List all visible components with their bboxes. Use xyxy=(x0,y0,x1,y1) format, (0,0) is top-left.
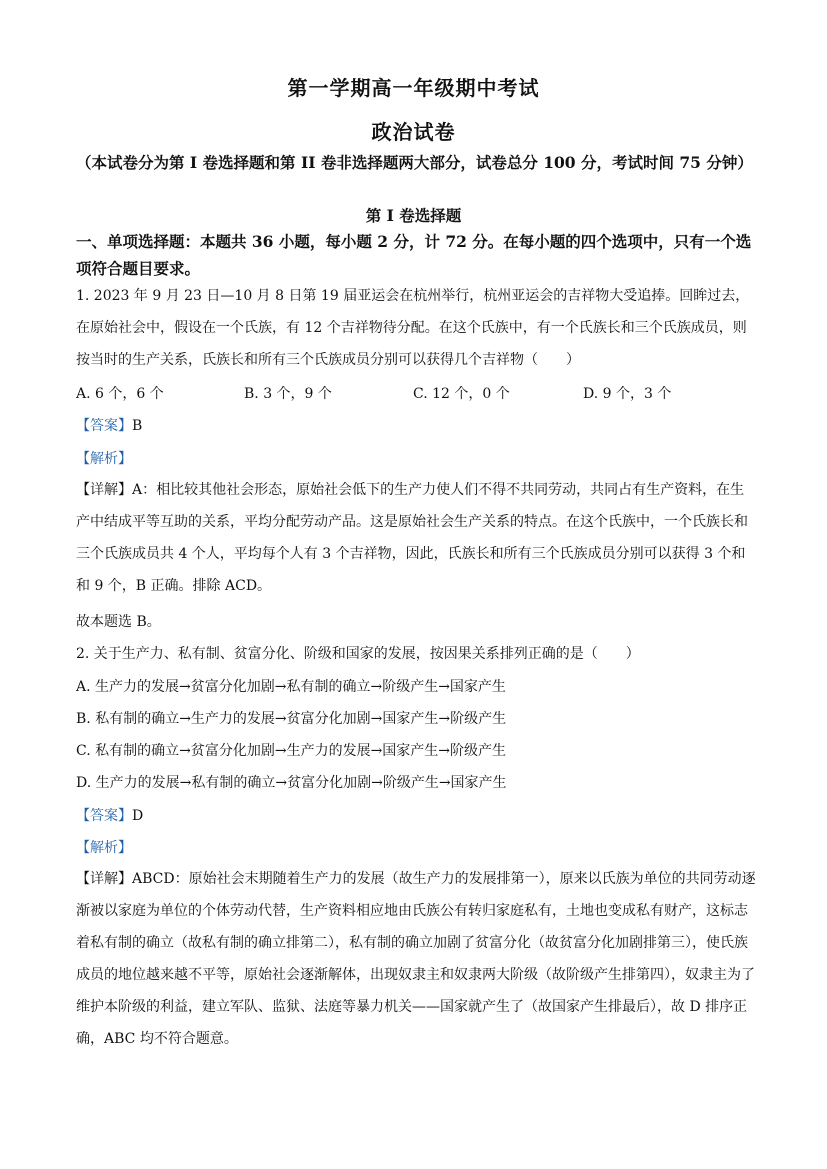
question-1-option-a: A. 6 个，6 个 xyxy=(76,386,164,402)
detail-text: A：相比较其他社会形态，原始社会低下的生产力使人们不得不共同劳动，共同占有生产资料，在生产中结成平等互助的关系，平均分配劳动产品。这是原始社会生产关系的特点。在这个氏族中，一个氏族长和三个氏族成员共 4 个人，平均每个人有 3 个吉祥物，因此，氏族长和所有三个氏族成员分别可以获得 3 个和和 9 个，B 正确。排除 ACD。 xyxy=(76,482,748,594)
question-1-options xyxy=(76,383,756,405)
section-heading: 第 I 卷选择题 xyxy=(365,206,462,225)
question-1-answer xyxy=(76,415,756,435)
question-1-conclusion: 故本题选 B。 xyxy=(76,614,161,630)
question-2-option-d: D. 生产力的发展→私有制的确立→贫富分化加剧→阶级产生→国家产生 xyxy=(76,775,507,791)
question-2-option-a: A. 生产力的发展→贫富分化加剧→私有制的确立→阶级产生→国家产生 xyxy=(76,679,506,695)
answer-value: D xyxy=(132,808,144,824)
question-2-stem: 2. 关于生产力、私有制、贫富分化、阶级和国家的发展，按因果关系排列正确的是（ ） xyxy=(76,646,640,662)
question-1-option-c: C. 12 个，0 个 xyxy=(413,386,510,402)
question-1-stem: 1. 2023 年 9 月 23 日—10 月 8 日第 19 届亚运会在杭州举行，杭州亚运会的吉祥物大受追捧。回眸过去，在原始社会中，假设在一个氏族，有 12 个吉祥物待分配。在这个氏族中，有一个氏族长和三个氏族成员，则按当时的生产关系，氏族长和所有三个氏族成员分别可以获得几个吉祥物（ ） xyxy=(76,288,750,368)
question-2-analysis-label xyxy=(76,837,756,857)
answer-value: B xyxy=(132,418,143,434)
subject-title: 政治试卷 xyxy=(371,120,456,144)
page-title: 第一学期高一年级期中考试 xyxy=(287,76,540,100)
answer-label: 【答案】 xyxy=(76,418,132,434)
question-1-analysis-label xyxy=(76,448,756,468)
detail-label: 【详解】 xyxy=(76,871,132,887)
question-2-option-c: C. 私有制的确立→贫富分化加剧→生产力的发展→国家产生→阶级产生 xyxy=(76,743,507,759)
detail-text: ABCD：原始社会末期随着生产力的发展（故生产力的发展排第一），原来以氏族为单位的共同劳动逐渐被以家庭为单位的个体劳动代替，生产资料相应地由氏族公有转归家庭私有，土地也变成私有财产，这标志着私有制的确立（故私有制的确立排第二），私有制的确立加剧了贫富分化（故贫富分化加剧排第三），使氏族成员的地位越来越不平等，原始社会逐渐解体，出现奴隶主和奴隶两大阶级（故阶级产生排第四），奴隶主为了维护本阶级的利益，建立军队、监狱、法庭等暴力机关——国家就产生了（故国家产生排最后），故 D 排序正确，ABC 均不符合题意。 xyxy=(76,871,756,1047)
detail-label: 【详解】 xyxy=(76,482,132,498)
instructions: 一、单项选择题：本题共 36 小题，每小题 2 分，计 72 分。在每小题的四个选项中，只有一个选项符合题目要求。 xyxy=(76,232,752,278)
question-2-option-b: B. 私有制的确立→生产力的发展→贫富分化加剧→国家产生→阶级产生 xyxy=(76,711,507,727)
question-1-option-b: B. 3 个，9 个 xyxy=(244,386,332,402)
answer-label: 【答案】 xyxy=(76,808,132,824)
question-1-option-d: D. 9 个，3 个 xyxy=(583,386,672,402)
analysis-label: 【解析】 xyxy=(76,451,132,467)
exam-note: （本试卷分为第 I 卷选择题和第 II 卷非选择题两大部分，试卷总分 100 分，考试时间 75 分钟） xyxy=(76,153,753,172)
question-1-detail xyxy=(76,474,756,602)
analysis-label: 【解析】 xyxy=(76,840,132,856)
question-2-answer xyxy=(76,805,756,825)
question-2-detail xyxy=(76,863,756,1055)
